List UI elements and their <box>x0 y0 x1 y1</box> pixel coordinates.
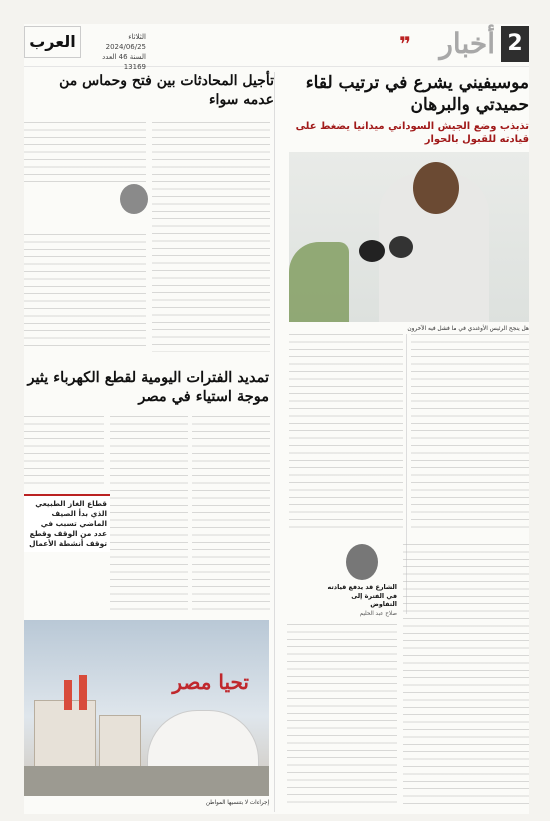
microphone-icon <box>389 236 413 258</box>
side-body-column <box>24 122 146 182</box>
microphone-icon <box>359 240 385 262</box>
smokestack <box>64 680 72 710</box>
masthead-logo: العرب <box>24 26 81 58</box>
fact-box <box>24 494 110 552</box>
building <box>99 715 141 772</box>
smokestack <box>79 675 87 710</box>
speaker-head <box>413 162 459 214</box>
issue-number: السنة 46 العدد 13169 <box>102 53 146 71</box>
quote-text: الشارع قد يدفع قيادته في الفترة إلى التفاوض <box>327 583 397 608</box>
quote-icon: ❞ <box>399 32 411 56</box>
building <box>34 700 96 772</box>
plant-sign: تحيا مصر <box>172 670 249 694</box>
second-body-column <box>110 416 188 616</box>
lead-story <box>289 72 529 146</box>
photo-caption: إجراءات لا بتنسيها المواطن <box>205 800 269 806</box>
power-plant-photo <box>24 620 269 796</box>
masthead <box>24 26 146 71</box>
issue-info <box>86 32 146 72</box>
lead-photo-caption: هل ينجح الرئيس الأوغندي في ما فشل فيه الآخرون <box>407 326 529 332</box>
side-body-column <box>152 122 270 352</box>
quote-attribution: صلاح عبد الحليم <box>359 610 397 617</box>
lead-headline: موسيفيني يشرع في ترتيب لقاء حميدتي والبرهان <box>305 73 529 115</box>
section-number: 2 <box>501 26 529 62</box>
lead-body-column <box>403 544 529 804</box>
second-body-column <box>24 416 104 490</box>
second-headline: تمديد الفترات اليومية لقطع الكهرباء يثير موجة استياء في مصر <box>27 369 269 405</box>
lead-subheadline: تذبذب وضع الجيش السوداني ميدانيا يضغط على قيادته للقبول بالحوار <box>295 121 529 145</box>
second-story <box>24 368 269 406</box>
newspaper-page <box>24 24 529 814</box>
lead-body-column <box>411 334 529 534</box>
date: الثلاثاء 2024/06/25 <box>105 33 146 51</box>
author-byline <box>114 184 154 230</box>
lead-body-column <box>289 334 403 534</box>
lead-body-column <box>287 624 397 804</box>
page-header <box>24 24 529 71</box>
column-divider <box>274 72 275 812</box>
plant-decoration <box>289 242 349 322</box>
side-body-column <box>24 234 146 352</box>
quote-portrait <box>346 544 378 580</box>
quote-box <box>327 544 397 617</box>
side-story <box>24 72 274 110</box>
fact-box-text: قطاع الغاز الطبيعي الذي بدأ الصيف الماضي تسبب في عدد من الوقف وقطع توقف أنشطة الأعمال <box>29 499 107 548</box>
section-name: أخبار <box>439 27 495 60</box>
side-headline: تأجيل المحادثات بين فتح وحماس من عدمه سواء <box>59 73 274 108</box>
second-body-column <box>192 416 270 616</box>
ground <box>24 766 269 796</box>
lead-photo <box>289 152 529 322</box>
author-photo <box>120 184 148 214</box>
